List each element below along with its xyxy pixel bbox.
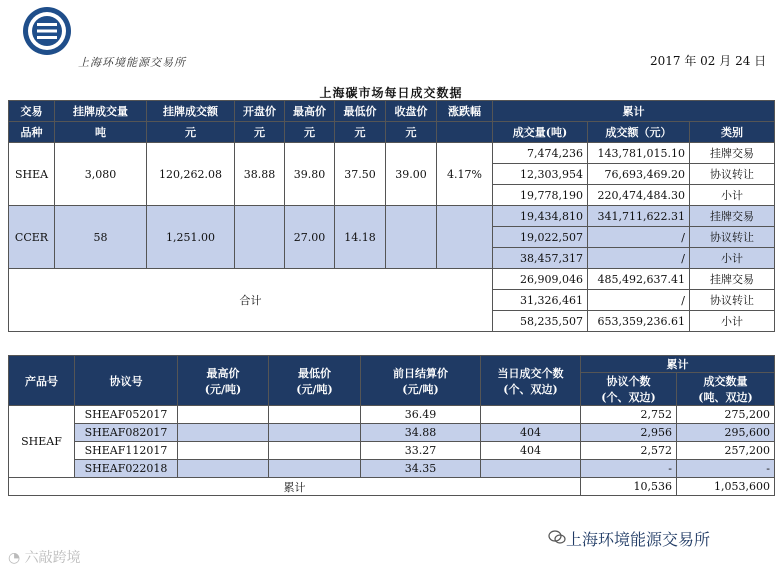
ccer-cum-vol-agreement: 19,022,507 [493, 227, 588, 248]
wechat-icon [548, 528, 566, 546]
header2-cumulative: 累计 [581, 356, 775, 373]
report-date: 2017 年 02 月 24 日 [650, 54, 767, 68]
table2-total-label: 累计 [9, 478, 581, 496]
header2-cum-count: 协议个数 (个、双边) [581, 373, 677, 406]
contract-high [178, 424, 269, 442]
table2-total-cum-qty: 1,053,600 [677, 478, 775, 496]
total-type-subtotal: 小计 [690, 311, 775, 332]
contract-id: SHEAF022018 [75, 460, 178, 478]
ccer-type-agreement: 协议转让 [690, 227, 775, 248]
shea-volume: 3,080 [55, 143, 147, 206]
shea-cum-amt-subtotal: 220,474,484.30 [588, 185, 690, 206]
header2-cum-qty: 成交数量 (吨、双边) [677, 373, 775, 406]
total-cum-vol-agreement: 31,326,461 [493, 290, 588, 311]
header-close: 收盘价 [386, 101, 437, 122]
header-change-unit [437, 122, 493, 143]
header-amount-unit: 元 [147, 122, 235, 143]
ccer-close [386, 206, 437, 269]
contract-id: SHEAF052017 [75, 406, 178, 424]
shea-cum-amt-listed: 143,781,015.10 [588, 143, 690, 164]
header-cum-type: 类别 [690, 122, 775, 143]
header-low-unit: 元 [335, 122, 386, 143]
ccer-open [235, 206, 285, 269]
total-cum-amt-listed: 485,492,637.41 [588, 269, 690, 290]
header-cum-volume: 成交量(吨) [493, 122, 588, 143]
shea-amount: 120,262.08 [147, 143, 235, 206]
ccer-cum-vol-subtotal: 38,457,317 [493, 248, 588, 269]
ccer-cum-amt-subtotal: / [588, 248, 690, 269]
contract-cum-qty: 295,600 [677, 424, 775, 442]
contract-high [178, 406, 269, 424]
header2-product: 产品号 [9, 356, 75, 406]
header-change: 涨跌幅 [437, 101, 493, 122]
shea-change: 4.17% [437, 143, 493, 206]
shea-cum-amt-agreement: 76,693,469.20 [588, 164, 690, 185]
contract-cum-count: 2,956 [581, 424, 677, 442]
exchange-logo-icon [22, 6, 72, 56]
daily-trading-table [8, 100, 775, 332]
ccer-cum-amt-agreement: / [588, 227, 690, 248]
shea-high: 39.80 [285, 143, 335, 206]
ccer-cum-amt-listed: 341,711,622.31 [588, 206, 690, 227]
contract-prev-settle: 36.49 [361, 406, 481, 424]
ccer-type-listed: 挂牌交易 [690, 206, 775, 227]
ccer-volume: 58 [55, 206, 147, 269]
contract-low [269, 406, 361, 424]
contract-prev-settle: 34.35 [361, 460, 481, 478]
total-cum-vol-listed: 26,909,046 [493, 269, 588, 290]
shea-type-agreement: 协议转让 [690, 164, 775, 185]
header-volume-unit: 吨 [55, 122, 147, 143]
contract-cum-count: - [581, 460, 677, 478]
contract-high [178, 460, 269, 478]
futures-contract-table [8, 355, 775, 496]
header-product: 交易 [9, 101, 55, 122]
contract-cum-count: 2,572 [581, 442, 677, 460]
header2-high: 最高价 (元/吨) [178, 356, 269, 406]
shea-low: 37.50 [335, 143, 386, 206]
shea-type-listed: 挂牌交易 [690, 143, 775, 164]
header-close-unit: 元 [386, 122, 437, 143]
contract-prev-settle: 34.88 [361, 424, 481, 442]
ccer-type-subtotal: 小计 [690, 248, 775, 269]
header2-day-count: 当日成交个数 (个、双边) [481, 356, 581, 406]
watermark: ◔ 六敲跨境 [8, 550, 81, 566]
page-title: 上海碳市场每日成交数据 [319, 86, 463, 100]
header-open: 开盘价 [235, 101, 285, 122]
brand-script-name: 上海环境能源交易所 [78, 56, 186, 69]
shea-cum-vol-agreement: 12,303,954 [493, 164, 588, 185]
total-cum-amt-agreement: / [588, 290, 690, 311]
contract-cum-count: 2,752 [581, 406, 677, 424]
header-high-unit: 元 [285, 122, 335, 143]
contract-cum-qty: - [677, 460, 775, 478]
contract-id: SHEAF112017 [75, 442, 178, 460]
shea-close: 39.00 [386, 143, 437, 206]
shea-type-subtotal: 小计 [690, 185, 775, 206]
table2-total-cum-count: 10,536 [581, 478, 677, 496]
header-cumulative: 累计 [493, 101, 775, 122]
ccer-high: 27.00 [285, 206, 335, 269]
contract-high [178, 442, 269, 460]
ccer-change [437, 206, 493, 269]
header2-contract: 协议号 [75, 356, 178, 406]
contract-day-count [481, 406, 581, 424]
contract-prev-settle: 33.27 [361, 442, 481, 460]
header-open-unit: 元 [235, 122, 285, 143]
contract-cum-qty: 257,200 [677, 442, 775, 460]
sheaf-product: SHEAF [9, 406, 75, 478]
contract-day-count: 404 [481, 424, 581, 442]
header2-prev-settle: 前日结算价 (元/吨) [361, 356, 481, 406]
header-cum-amount: 成交额（元） [588, 122, 690, 143]
contract-low [269, 424, 361, 442]
shea-cum-vol-listed: 7,474,236 [493, 143, 588, 164]
shea-open: 38.88 [235, 143, 285, 206]
shea-cum-vol-subtotal: 19,778,190 [493, 185, 588, 206]
footer-brand-name: 上海环境能源交易所 [566, 530, 711, 549]
shea-product: SHEA [9, 143, 55, 206]
total-cum-amt-subtotal: 653,359,236.61 [588, 311, 690, 332]
contract-cum-qty: 275,200 [677, 406, 775, 424]
ccer-amount: 1,251.00 [147, 206, 235, 269]
total-label: 合计 [9, 269, 493, 332]
header-amount: 挂牌成交额 [147, 101, 235, 122]
contract-day-count [481, 460, 581, 478]
total-cum-vol-subtotal: 58,235,507 [493, 311, 588, 332]
ccer-low: 14.18 [335, 206, 386, 269]
total-type-agreement: 协议转让 [690, 290, 775, 311]
contract-day-count: 404 [481, 442, 581, 460]
contract-id: SHEAF082017 [75, 424, 178, 442]
ccer-product: CCER [9, 206, 55, 269]
contract-low [269, 442, 361, 460]
header2-low: 最低价 (元/吨) [269, 356, 361, 406]
header-product-2: 品种 [9, 122, 55, 143]
ccer-cum-vol-listed: 19,434,810 [493, 206, 588, 227]
header-low: 最低价 [335, 101, 386, 122]
total-type-listed: 挂牌交易 [690, 269, 775, 290]
header-volume: 挂牌成交量 [55, 101, 147, 122]
header-high: 最高价 [285, 101, 335, 122]
contract-low [269, 460, 361, 478]
